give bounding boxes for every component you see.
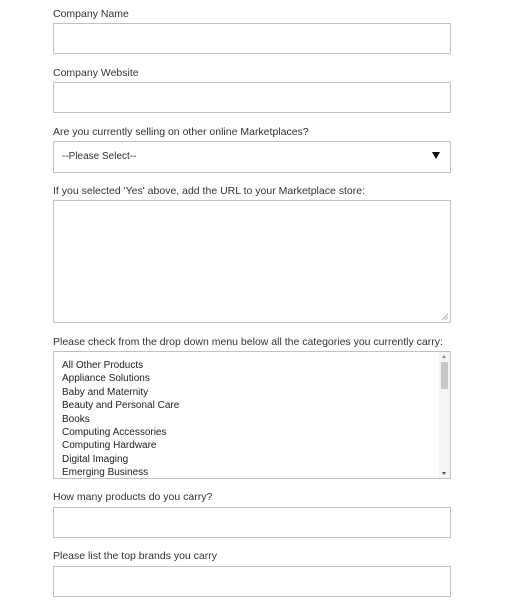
list-item[interactable]: Appliance Solutions — [62, 373, 150, 385]
marketplaces-select[interactable] — [53, 141, 451, 173]
marketplaces-selected-value: --Please Select-- — [62, 151, 137, 162]
company-website-input[interactable] — [53, 82, 451, 113]
list-item[interactable]: Computing Accessories — [62, 427, 167, 439]
marketplaces-label: Are you currently selling on other online Marketplaces? — [53, 126, 309, 138]
company-name-label: Company Name — [53, 8, 129, 20]
company-website-label: Company Website — [53, 67, 139, 79]
scroll-down-arrow-icon[interactable] — [442, 472, 446, 475]
dropdown-arrow-icon — [432, 152, 440, 159]
categories-list — [62, 359, 179, 479]
resize-grip-icon[interactable] — [441, 313, 449, 321]
company-name-input[interactable] — [53, 23, 451, 54]
marketplace-url-textarea[interactable] — [53, 200, 451, 323]
list-item[interactable]: Baby and Maternity — [62, 386, 149, 398]
top-brands-input[interactable] — [53, 566, 451, 597]
list-item[interactable]: Digital Imaging — [62, 453, 129, 465]
list-item[interactable]: Emerging Business — [62, 467, 149, 479]
list-item[interactable]: Computing Hardware — [62, 440, 157, 452]
scrollbar-thumb[interactable] — [441, 362, 448, 389]
scroll-up-arrow-icon[interactable] — [442, 355, 446, 358]
categories-scrollbar[interactable] — [439, 352, 450, 478]
list-item[interactable]: All Other Products — [62, 360, 144, 371]
product-count-input[interactable] — [53, 507, 451, 538]
top-brands-label: Please list the top brands you carry — [53, 550, 218, 562]
categories-listbox[interactable] — [53, 351, 451, 479]
product-count-label: How many products do you carry? — [53, 491, 213, 503]
categories-label: Please check from the drop down menu below all the categories you currently carry: — [53, 336, 443, 348]
list-item[interactable]: Beauty and Personal Care — [62, 400, 180, 412]
marketplace-url-label: If you selected 'Yes' above, add the URL to your Marketplace store: — [53, 185, 365, 197]
list-item[interactable]: Books — [62, 413, 90, 425]
